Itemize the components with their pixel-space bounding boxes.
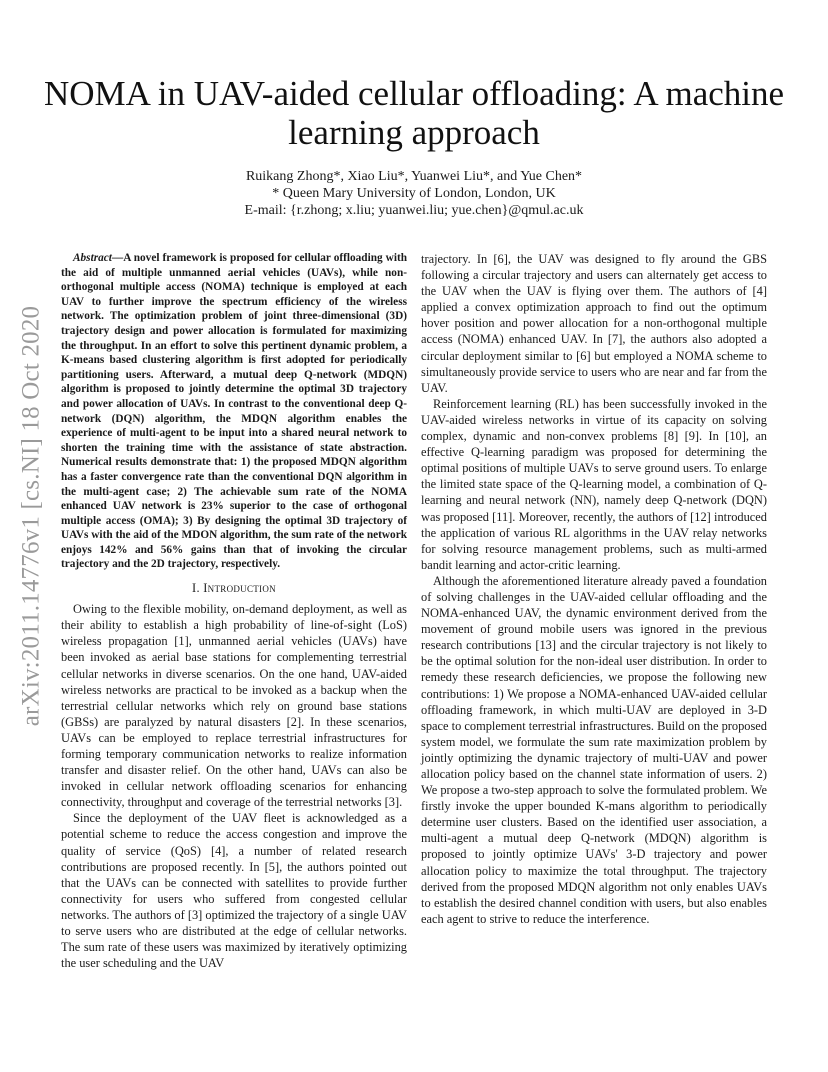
author-list: Ruikang Zhong*, Xiao Liu*, Yuanwei Liu*, and Yue Chen* — [245, 169, 583, 184]
abstract-text: —A novel framework is proposed for cellular offloading with the aid of multiple unmanned aerial vehicles (UAVs), while non-orthogonal multiple access (NOMA) technique is employed at each UAV to further improve the spectrum efficiency of the wireless network. The optimization problem of joint three-dimensional (3D) trajectory design and power allocation is formulated for maximizing the throughput. In an effort to solve this pertinent dynamic problem, a K-means based clustering algorithm is first adopted for periodically partitioning users. Afterward, a mutual deep Q-network (MDQN) algorithm is proposed to jointly determine the optimal 3D trajectory and power allocation of UAVs. In contrast to the conventional deep Q-network (DQN) algorithm, the MDQN algorithm enables the experience of multi-agent to be input into a shared neural network to shorten the training time with the assistance of state abstraction. Numerical results demonstrate that: 1) the proposed MDQN algorithm has a faster convergence rate than the conventional DQN algorithm in the multi-agent case; 2) The achievable sum rate of the NOMA enhanced UAV network is 23% superior to the case of orthogonal multiple access (OMA); 3) By designing the optimal 3D trajectory of UAVs with the aid of the MDON algorithm, the sum rate of the network enjoys 142% and 56% gains than that of invoking the circular trajectory and the 2D trajectory, respectively. — [61, 252, 407, 571]
right-column — [421, 251, 767, 927]
arxiv-watermark — [14, 266, 48, 766]
intro-paragraph-2-cont: trajectory. In [6], the UAV was designed to fly around the GBS following a circular trajectory and users can alternately get access to the UAV when the UAV is flying over them. The authors of [4] applied a convex optimization approach to find out the optimum hover position and power allocation for a non-orthogonal multiple access (NOMA) enhanced UAV. In [7], the authors also adopted a circular deployment similar to [6] but employed a NOMA scheme to simultaneously provide service to users who are near and far from the UAV. — [421, 252, 767, 395]
intro-paragraph-2: Since the deployment of the UAV fleet is acknowledged as a potential scheme to reduce the access congestion and improve the quality of service (QoS) [4], a number of related research contributions are proposed recently. In [5], the authors pointed out that the UAVs can be connected with satellites to provide further connectivity for users who suffered from congested cellular networks. The authors of [3] optimized the trajectory of a single UAV to serve users who are distributed at the edge of cellular networks. The sum rate of these users was maximized by iteratively optimizing the user scheduling and the UAV — [61, 811, 407, 971]
arxiv-id: arXiv:2011.14776v1 [cs.NI] 18 Oct 2020 — [17, 305, 44, 727]
affiliation: * Queen Mary University of London, London, UK — [272, 186, 556, 201]
paper-title: NOMA in UAV-aided cellular offloading: A machine learning approach — [43, 74, 785, 152]
email: E-mail: {r.zhong; x.liu; yuanwei.liu; yue.chen}@qmul.ac.uk — [244, 203, 584, 218]
abstract — [61, 251, 407, 572]
intro-paragraph-4: Although the aforementioned literature already paved a foundation of solving challenges in the UAV-aided cellular offloading and the NOMA-enhanced UAV, the dynamic environment derived from the movement of ground mobile users was ignored in the previous research contributions [13] and the circular trajectory is not likely to be the optimal solution for the non-ideal user distribution. In order to remedy these research deficiencies, we propose the following new contributions: 1) We propose a NOMA-enhanced UAV-aided cellular offloading framework, in which multi-UAV are deployed in 3-D space to complement terrestrial infrastructures. Build on the proposed system model, we formulate the sum rate maximization problem by jointly optimizing the dynamic trajectory of multi-UAV and power allocation policy based on the channel state information of users. 2) We propose a two-step approach to solve the formulated problem. We firstly invoke the upper bounded K-mans algorithm to periodically determine user clusters. Based on the identified user association, a multi-agent a mutual deep Q-network (MDQN) algorithm is proposed to jointly optimize UAVs' 3-D trajectory and power allocation policy to maximize the total throughput. The trajectory derived from the proposed MDQN algorithm not only enables UAVs to establish the desired channel condition with users, but also enables each agent to strive to reduce the interference. — [421, 573, 767, 926]
intro-paragraph-3: Reinforcement learning (RL) has been successfully invoked in the UAV-aided wireless networks in virtue of its capacity on solving complex, dynamic and non-convex problems [8] [9]. In [10], an effective Q-learning paradigm was proposed for determining the optimal positions of multiple UAVs to serve ground users. To enlarge the limited state space of the Q-learning model, a combination of Q-learning and neural network (NN), namely deep Q-network (DQN) was proposed [11]. Moreover, recently, the authors of [12] introduced the application of various RL algorithms in the UAV relay networks for solving resource management problems, such as multi-armed bandit learning and actor-critic learning. — [421, 396, 767, 572]
intro-paragraph-1: Owing to the flexible mobility, on-demand deployment, as well as their ability to establish a high probability of line-of-sight (LoS) wireless propagation [1], unmanned aerial vehicles (UAVs) have been invoked as aerial base stations for complementing terrestrial cellular networks in diverse scenarios. On the one hand, UAV-aided wireless networks are practical to be invoked as a backup when the terrestrial cellular networks which rely on ground base stations (GBSs) are paralyzed by natural disasters [2]. In these scenarios, UAVs can be employed to replace terrestrial infrastructures for forming temporary communication networks to realize information transfer and disaster relief. On the other hand, UAVs can also be invoked in cellular network offloading scenarios for enhancing connectivity, throughput and coverage of the terrestrial networks [3]. — [61, 602, 407, 810]
abstract-label: Abstract — [73, 252, 112, 264]
section-heading-introduction: I. Introduction — [192, 581, 276, 596]
left-column — [61, 251, 407, 971]
author-block — [100, 168, 728, 219]
